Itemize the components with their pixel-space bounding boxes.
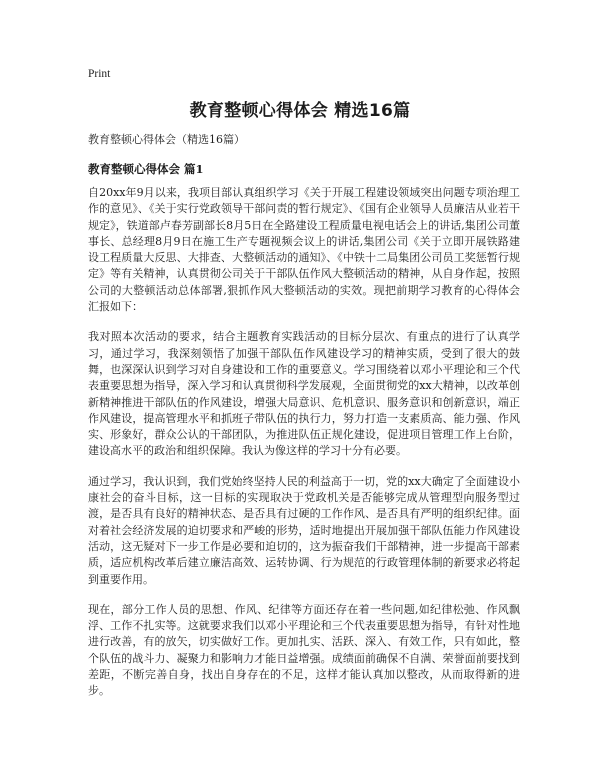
paragraph: 通过学习，我认识到，我们党始终坚持人民的利益高于一切，党的xx大确定了全面建设小康社会的奋斗目标，这一目标的实现取决于党政机关是否能够完成从管理型向服务型过渡，是否具有良好的精神状态、是否具有过硬的工作作风、是否具有严明的组织纪律。面对着社会经济发展的迫切要求和严峻的形势，适时地提出开展加强干部队伍能力作风建设活动，这无疑对下一步工作是必要和迫切的，这为振奋我们干部精神，进一步提高干部素质，适应机构改革后建立廉洁高效、运转协调、行为规范的行政管理体制的新要求必将起到重要作用。 (88, 474, 520, 586)
section-heading: 教育整顿心得体会 篇1 (88, 162, 204, 176)
article-body (88, 185, 520, 714)
paragraph: 自20xx年9月以来，我项目部认真组织学习《关于开展工程建设领域突出问题专项治理工作的意见》、《关于实行党政领导干部问责的暂行规定》、《国有企业领导人员廉洁从业若干规定》，铁道部卢春芳副部长8月5日在全路建设工程质量电视电话会上的讲话,集团公司董事长、总经理8月9日在施工生产专题视频会议上的讲话,集团公司《关于立即开展铁路建设工程质量大反思、大排查、大整顿活动的通知》、《中铁十二局集团公司员工奖惩暂行规定》等有关精神，认真贯彻公司关于干部队伍作风大整顿活动的精神，从自身作起，按照公司的大整顿活动总体部署,狠抓作风大整顿活动的实效。现把前期学习教育的心得体会汇报如下： (88, 186, 520, 314)
document-title: 教育整顿心得体会 精选16篇 (189, 101, 411, 121)
paragraph: 现在，部分工作人员的思想、作风、纪律等方面还存在着一些问题,如纪律松弛、作风飘浮、工作不扎实等。这就要求我们以邓小平理论和三个代表重要思想为指导，有针对性地进行改善，有的放矢，切实做好工作。更加扎实、活跃、深入、有效工作，只有如此，整个队伍的战斗力、凝聚力和影响力才能日益增强。成绩面前确保不自满、荣誉面前要找到差距，不断完善自身，找出自身存在的不足，这样才能认真加以整改，从而取得新的进步。 (88, 602, 520, 698)
paragraph: 我对照本次活动的要求，结合主题教育实践活动的目标分层次、有重点的进行了认真学习，通过学习，我深刻领悟了加强干部队伍作风建设学习的精神实质，受到了很大的鼓舞，也深深认识到学习对自身建设和工作的重要意义。学习围绕着以邓小平理论和三个代表重要思想为指导，深入学习和认真贯彻科学发展观，全面贯彻党的xx大精神，以改革创新精神推进干部队伍的作风建设，增强大局意识、危机意识、服务意识和创新意识，端正作风建设，提高管理水平和抓班子带队伍的执行力，努力打造一支素质高、能力强、作风实、形象好，群众公认的干部团队，为推进队伍正规化建设，促进项目管理工作上台阶，建设高水平的政治和组织保障。我认为像这样的学习十分有必要。 (88, 330, 520, 458)
print-link[interactable]: Print (88, 68, 111, 80)
document-subtitle: 教育整顿心得体会（精选16篇） (88, 133, 245, 146)
